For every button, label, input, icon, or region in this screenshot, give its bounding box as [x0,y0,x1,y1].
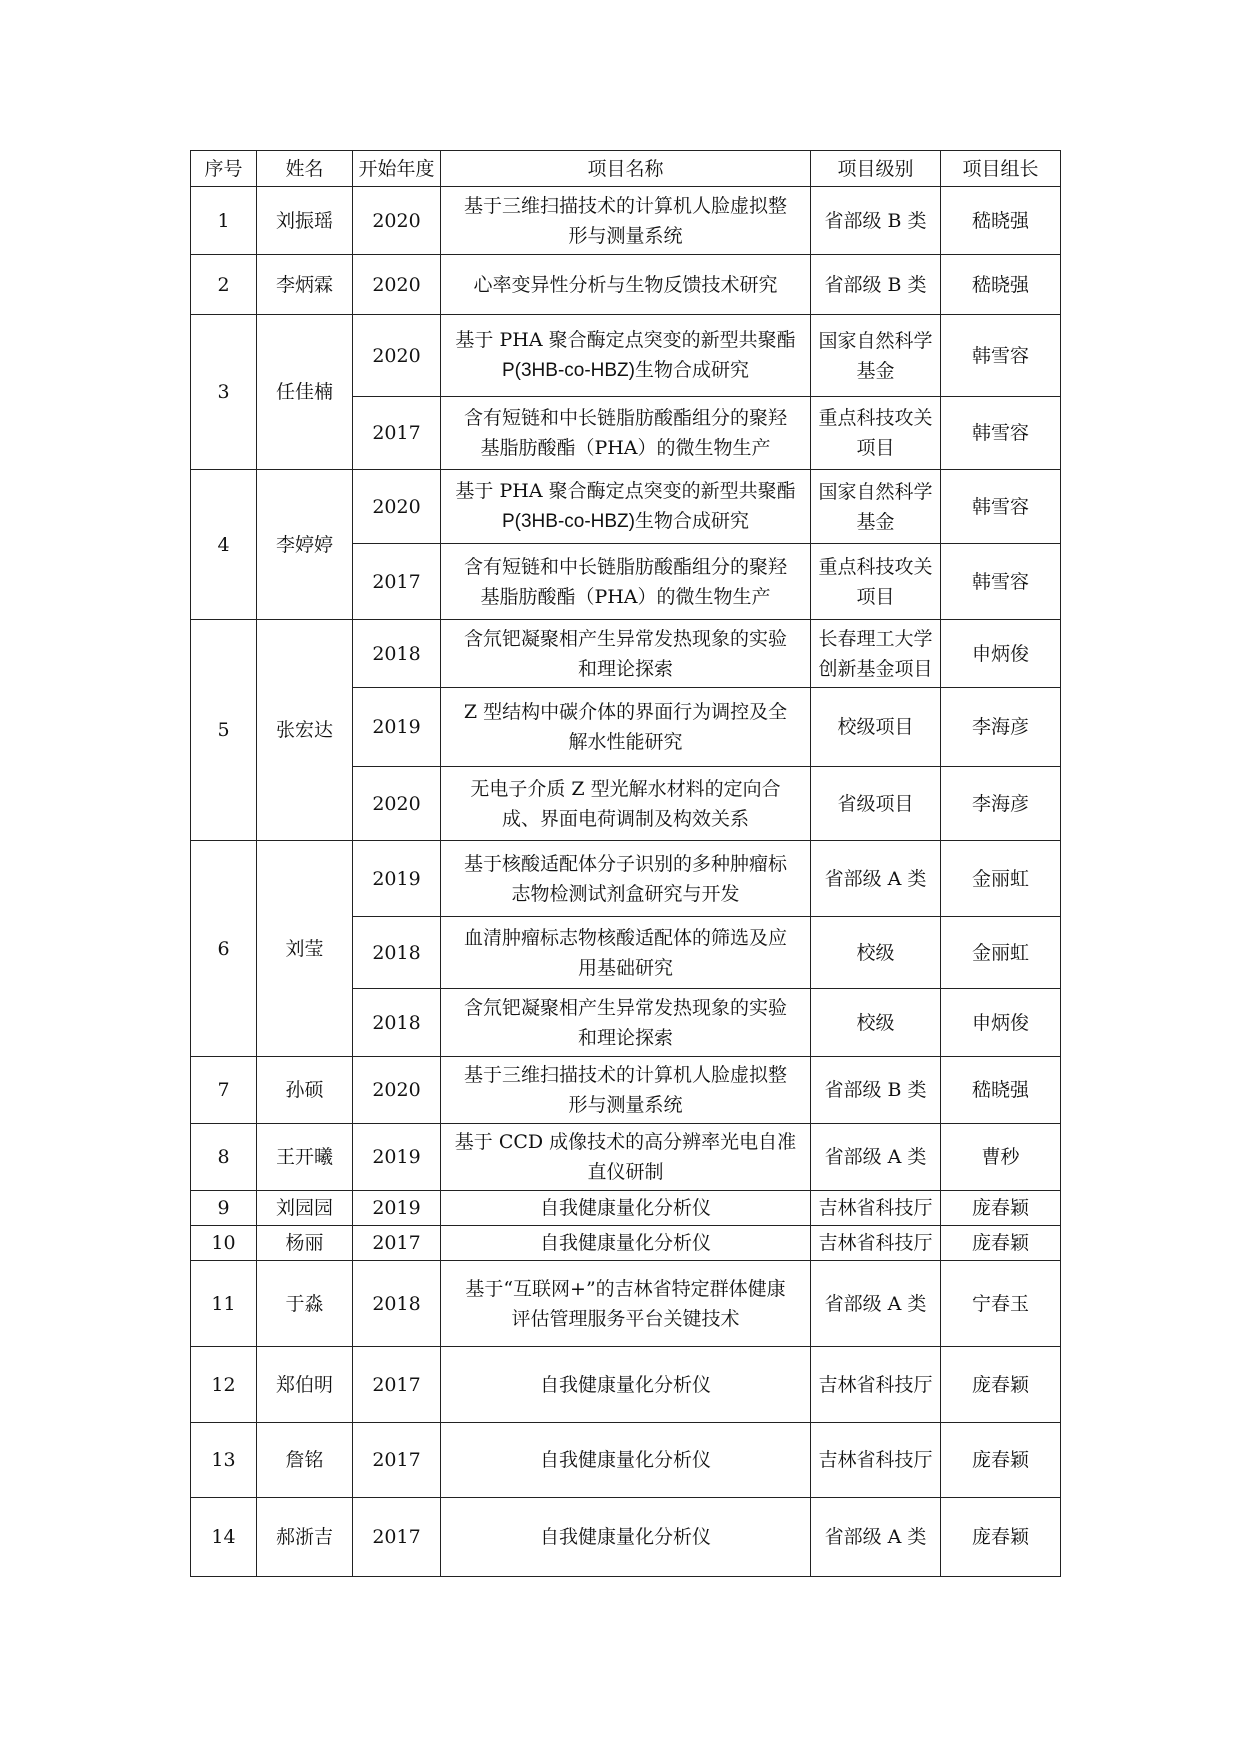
level-cell [811,397,941,470]
level-line: 基金 [856,510,895,533]
level-line: 项目 [856,585,895,608]
table-row [191,1261,1061,1347]
project-title-cell [441,688,811,767]
title-line: 用基础研究 [577,956,673,979]
leader-cell: 韩雪容 [941,397,1061,470]
project-title-cell [441,620,811,688]
year-cell: 2017 [353,1498,441,1577]
name-cell: 刘园园 [257,1191,353,1226]
table-row [191,841,1061,917]
leader-cell: 申炳俊 [941,989,1061,1057]
year-cell: 2019 [353,688,441,767]
project-title-cell: 自我健康量化分析仪 [441,1498,811,1577]
seq-cell: 6 [191,841,257,1057]
leader-cell: 庞春颖 [941,1226,1061,1261]
level-cell: 校级项目 [811,688,941,767]
leader-cell: 曹秒 [941,1124,1061,1191]
year-cell: 2018 [353,1261,441,1347]
leader-cell: 庞春颖 [941,1347,1061,1423]
seq-cell: 13 [191,1423,257,1498]
title-line: 志物检测试剂盒研究与开发 [511,882,740,905]
table-row [191,470,1061,544]
title-line: 含氘钯凝聚相产生异常发热现象的实验 [463,996,787,1019]
title-line: 成、界面电荷调制及构效关系 [501,807,749,830]
year-cell: 2020 [353,255,441,315]
title-line: 形与测量系统 [568,224,683,247]
table-row [191,1191,1061,1226]
level-cell: 吉林省科技厅 [811,1191,941,1226]
year-cell: 2018 [353,989,441,1057]
leader-cell: 嵇晓强 [941,187,1061,255]
level-cell: 省部级 A 类 [811,841,941,917]
leader-cell: 庞春颖 [941,1423,1061,1498]
name-cell: 杨丽 [257,1226,353,1261]
table-row [191,1226,1061,1261]
project-title-cell: 自我健康量化分析仪 [441,1226,811,1261]
level-cell: 省部级 B 类 [811,255,941,315]
title-line: 基脂肪酸酯（PHA）的微生物生产 [480,585,771,608]
leader-cell: 宁春玉 [941,1261,1061,1347]
level-cell: 省部级 B 类 [811,187,941,255]
title-line: 基于核酸适配体分子识别的多种肿瘤标 [463,852,787,875]
leader-cell: 庞春颖 [941,1498,1061,1577]
title-line: 含氘钯凝聚相产生异常发热现象的实验 [463,627,787,650]
name-cell: 刘莹 [257,841,353,1057]
year-cell: 2020 [353,187,441,255]
level-cell: 吉林省科技厅 [811,1347,941,1423]
level-cell [811,470,941,544]
level-cell: 校级 [811,989,941,1057]
table-row [191,315,1061,397]
title-line: 含有短链和中长链脂肪酸酯组分的聚羟 [463,555,787,578]
project-title-cell: 自我健康量化分析仪 [441,1347,811,1423]
year-cell: 2017 [353,1423,441,1498]
level-cell: 省部级 A 类 [811,1124,941,1191]
leader-cell: 庞春颖 [941,1191,1061,1226]
leader-cell: 李海彦 [941,688,1061,767]
title-line: 基脂肪酸酯（PHA）的微生物生产 [480,437,771,459]
level-cell: 省部级 A 类 [811,1498,941,1577]
project-title-cell [441,187,811,255]
project-title-cell [441,1261,811,1347]
level-line: 创新基金项目 [818,657,933,680]
seq-cell: 7 [191,1057,257,1124]
year-cell: 2017 [353,544,441,620]
name-cell: 李炳霖 [257,255,353,315]
leader-cell: 李海彦 [941,767,1061,841]
project-title-cell [441,989,811,1057]
name-cell: 王开曦 [257,1124,353,1191]
table-row [191,187,1061,255]
level-cell [811,620,941,688]
level-cell [811,315,941,397]
header-project-leader: 项目组长 [941,151,1061,187]
level-line: 国家自然科学 [818,329,933,352]
seq-cell: 4 [191,470,257,620]
title-line: 评估管理服务平台关键技术 [511,1307,740,1330]
year-cell: 2018 [353,620,441,688]
table-row [191,1498,1061,1577]
title-line: 和理论探索 [577,1026,673,1049]
project-title-cell [441,917,811,989]
title-line: Z 型结构中碳介体的界面行为调控及全 [463,701,788,723]
table-row [191,1347,1061,1423]
project-title-cell: 自我健康量化分析仪 [441,1423,811,1498]
seq-cell: 14 [191,1498,257,1577]
seq-cell: 2 [191,255,257,315]
table-row [191,620,1061,688]
leader-cell: 嵇晓强 [941,1057,1061,1124]
title-line: 基于 PHA 聚合酶定点突变的新型共聚酯 [455,329,796,351]
year-cell: 2017 [353,1226,441,1261]
seq-cell: 11 [191,1261,257,1347]
seq-cell: 12 [191,1347,257,1423]
title-line: 基于 CCD 成像技术的高分辨率光电自准 [454,1131,797,1153]
year-cell: 2019 [353,1191,441,1226]
level-cell: 校级 [811,917,941,989]
year-cell: 2017 [353,397,441,470]
level-line: 项目 [856,437,895,459]
leader-cell: 韩雪容 [941,315,1061,397]
leader-cell: 金丽虹 [941,841,1061,917]
leader-cell: 金丽虹 [941,917,1061,989]
name-cell: 于淼 [257,1261,353,1347]
year-cell: 2017 [353,1347,441,1423]
name-cell: 李婷婷 [257,470,353,620]
level-line: 国家自然科学 [818,480,933,503]
name-cell: 任佳楠 [257,315,353,470]
level-cell: 吉林省科技厅 [811,1226,941,1261]
title-line: P(3HB-co-HBZ)生物合成研究 [501,360,749,381]
year-cell: 2019 [353,1124,441,1191]
year-cell: 2020 [353,767,441,841]
project-title-cell [441,1124,811,1191]
projects-table [190,150,1061,1577]
level-cell: 省级项目 [811,767,941,841]
year-cell: 2020 [353,315,441,397]
project-title-cell [441,470,811,544]
leader-cell: 韩雪容 [941,544,1061,620]
title-line: 含有短链和中长链脂肪酸酯组分的聚羟 [463,407,787,429]
year-cell: 2018 [353,917,441,989]
header-seq: 序号 [191,151,257,187]
project-title-cell: 心率变异性分析与生物反馈技术研究 [441,255,811,315]
project-title-cell [441,315,811,397]
project-title-cell [441,767,811,841]
name-cell: 刘振瑶 [257,187,353,255]
level-line: 重点科技攻关 [818,555,933,578]
year-cell: 2020 [353,1057,441,1124]
year-cell: 2019 [353,841,441,917]
project-title-cell [441,397,811,470]
seq-cell: 1 [191,187,257,255]
title-line: 和理论探索 [577,657,673,680]
leader-cell: 韩雪容 [941,470,1061,544]
name-cell: 孙硕 [257,1057,353,1124]
level-cell [811,544,941,620]
project-title-cell [441,841,811,917]
name-cell: 郑伯明 [257,1347,353,1423]
title-line: 直仪研制 [587,1161,664,1183]
title-line: 形与测量系统 [568,1094,683,1116]
project-title-cell [441,544,811,620]
table-row [191,1124,1061,1191]
level-line: 长春理工大学 [818,627,933,650]
title-line: P(3HB-co-HBZ)生物合成研究 [501,511,749,532]
title-line: 基于三维扫描技术的计算机人脸虚拟整 [463,194,787,217]
seq-cell: 9 [191,1191,257,1226]
leader-cell: 嵇晓强 [941,255,1061,315]
level-cell: 省部级 B 类 [811,1057,941,1124]
project-title-cell: 自我健康量化分析仪 [441,1191,811,1226]
seq-cell: 10 [191,1226,257,1261]
level-cell: 省部级 A 类 [811,1261,941,1347]
title-line: 基于三维扫描技术的计算机人脸虚拟整 [463,1064,787,1086]
seq-cell: 5 [191,620,257,841]
title-line: 基于“互联网+”的吉林省特定群体健康 [465,1277,786,1300]
title-line: 无电子介质 Z 型光解水材料的定向合 [470,777,781,800]
name-cell: 詹铭 [257,1423,353,1498]
name-cell: 郝浙吉 [257,1498,353,1577]
title-line: 解水性能研究 [568,731,683,753]
name-cell: 张宏达 [257,620,353,841]
table-row [191,255,1061,315]
header-name: 姓名 [257,151,353,187]
level-line: 基金 [856,359,895,382]
header-row [191,151,1061,187]
header-project-level: 项目级别 [811,151,941,187]
project-title-cell [441,1057,811,1124]
level-line: 重点科技攻关 [818,407,933,429]
title-line: 基于 PHA 聚合酶定点突变的新型共聚酯 [455,480,796,502]
seq-cell: 8 [191,1124,257,1191]
table-row [191,1057,1061,1124]
seq-cell: 3 [191,315,257,470]
header-project-title: 项目名称 [441,151,811,187]
leader-cell: 申炳俊 [941,620,1061,688]
title-line: 血清肿瘤标志物核酸适配体的筛选及应 [463,926,787,949]
header-start-year: 开始年度 [353,151,441,187]
level-cell: 吉林省科技厅 [811,1423,941,1498]
table-row [191,1423,1061,1498]
year-cell: 2020 [353,470,441,544]
